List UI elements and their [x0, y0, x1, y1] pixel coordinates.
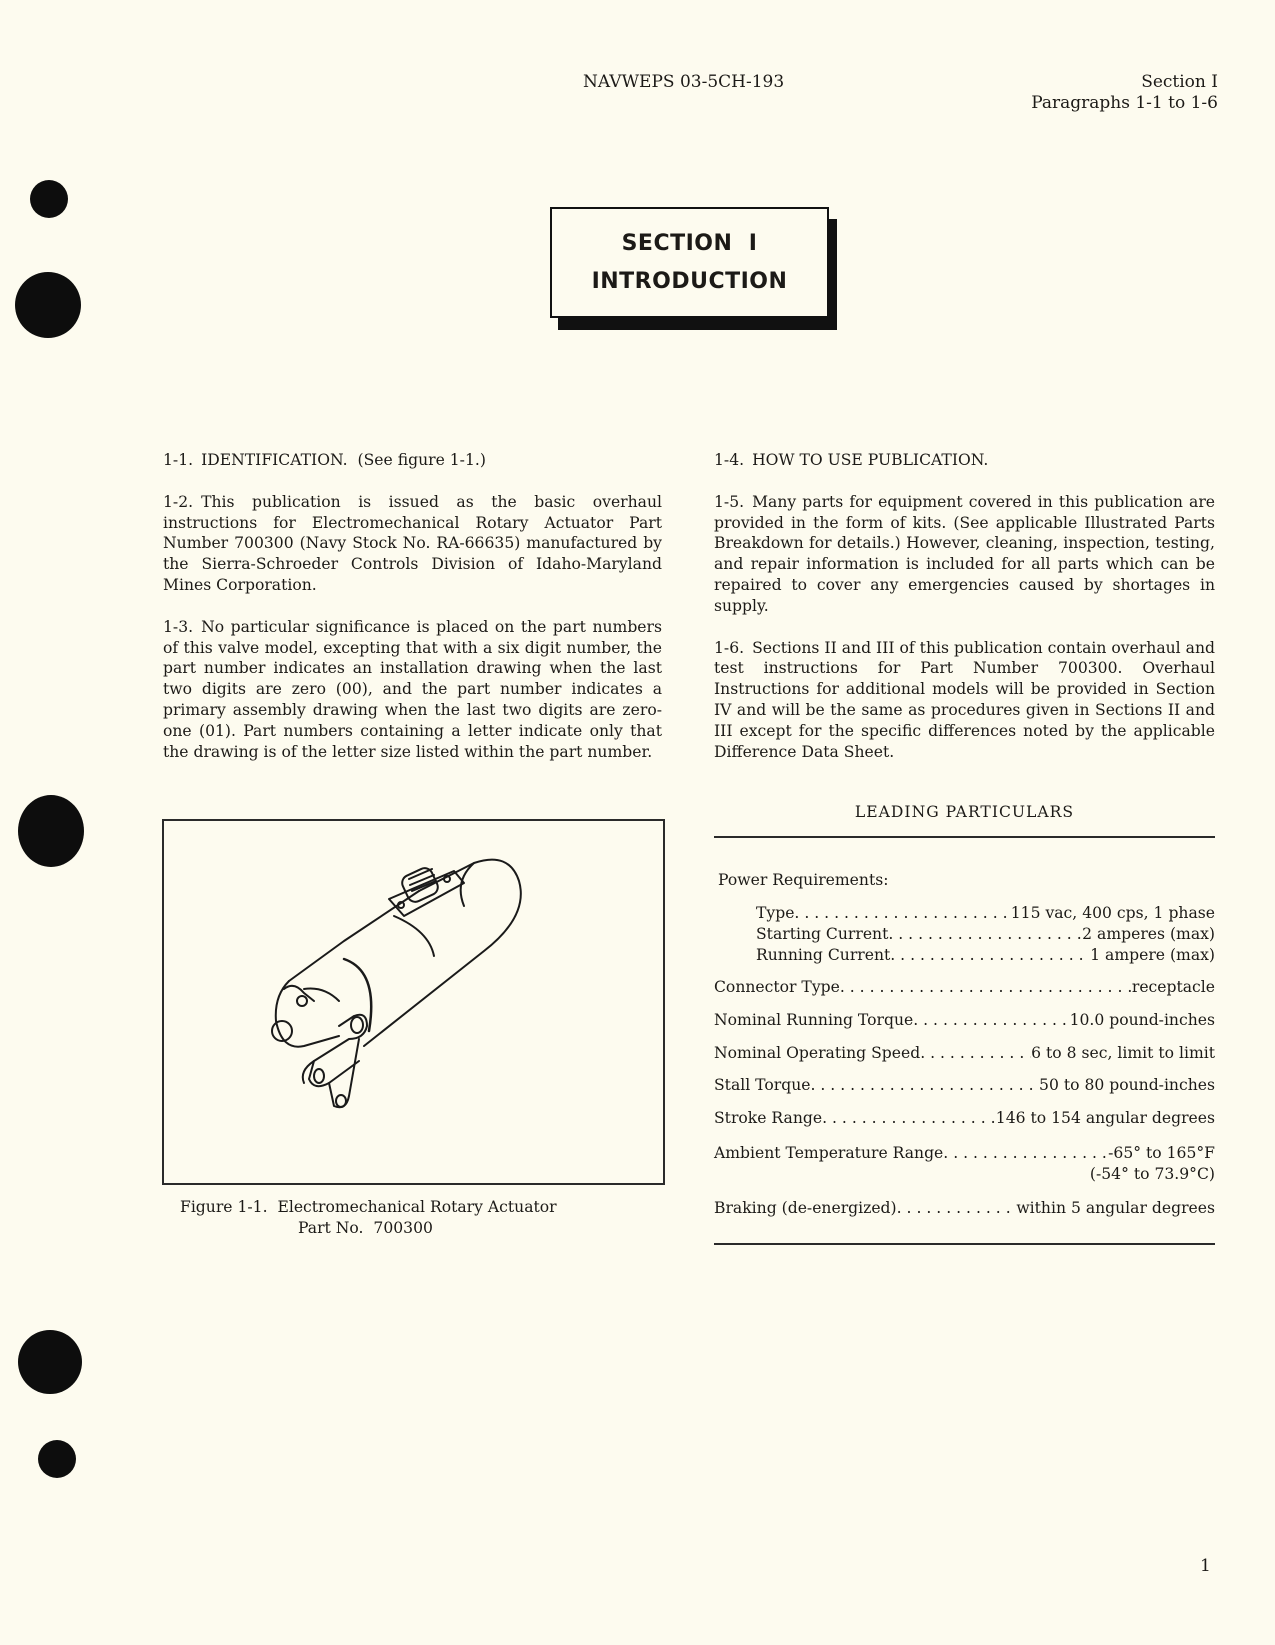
paragraph-text: This publication is issued as the basic overhaul instructions for Electromechanical Rotary Actuator Part Number 700300 (Navy Stock No. RA-66635) manufactured by the Sierra-Schroeder Controls Division of Idaho-Maryland Mines Corporation.: [163, 492, 662, 594]
paragraph-1-4: [714, 450, 1215, 471]
spec-label: Stall Torque: [714, 1076, 811, 1094]
spec-running-current: [714, 945, 1215, 966]
paragraph-number: 1-2.: [163, 492, 194, 511]
section-label: Section I: [1141, 72, 1218, 92]
leader-dots: [920, 1043, 1031, 1064]
spec-ambient-temperature-range: [714, 1143, 1215, 1185]
leader-dots: [810, 1075, 1039, 1096]
spec-value: receptacle: [1131, 978, 1215, 996]
binder-hole: [30, 180, 68, 218]
running-header-right: [1031, 72, 1218, 114]
leader-dots: [890, 945, 1090, 966]
document-number: NAVWEPS 03-5CH-193: [583, 72, 785, 92]
spec-braking: [714, 1198, 1215, 1219]
spec-label: Type: [756, 904, 795, 922]
figure-caption-line-1: Figure 1-1. Electromechanical Rotary Actuator: [180, 1198, 557, 1216]
figure-caption: [180, 1197, 660, 1239]
spec-label: Ambient Temperature Range: [714, 1144, 944, 1162]
binder-hole: [18, 1330, 82, 1394]
paragraph-number: 1-1.: [163, 451, 194, 469]
spec-nominal-running-torque: [714, 1010, 1215, 1031]
power-requirements-label: Power Requirements:: [718, 871, 889, 889]
paragraph-text: No particular significance is placed on the part numbers of this valve model, excepting that with a six digit number, the part number indicates an installation drawing when the last two digits are zero (00), and the part number indicates a primary assembly drawing when the last two digits are zero-one (01). Part numbers containing a letter indicate only that the drawing is of the letter size listed within the part number.: [163, 617, 662, 761]
leader-dots: [943, 1143, 1108, 1164]
spec-label: Braking (de-energized): [714, 1199, 897, 1217]
paragraph-number: 1-5.: [714, 492, 745, 511]
spec-label: Nominal Running Torque: [714, 1011, 914, 1029]
paragraph-text: Many parts for equipment covered in this publication are provided in the form of kits. (See applicable Illustrated Parts Breakdown for details.) However, cleaning, inspection, testing, and repair information is included for all parts which can be repaired to cover any emergencies caused by shortages in supply.: [714, 492, 1215, 615]
page-number: 1: [1200, 1556, 1211, 1576]
paragraph-text: Sections II and III of this publication contain overhaul and test instructions for Part Number 700300. Overhaul Instructions for additional models will be provided in Section IV and will be the same as procedures given in Sections II and III except for the specific differences noted by the applicable Difference Data Sheet.: [714, 638, 1215, 761]
leader-dots: [840, 977, 1132, 998]
binder-hole: [38, 1440, 76, 1478]
spec-label: Connector Type: [714, 978, 840, 996]
paragraph-number: 1-6.: [714, 638, 745, 657]
paragraph-range: Paragraphs 1-1 to 1-6: [1031, 93, 1218, 113]
paragraph-text: HOW TO USE PUBLICATION.: [752, 451, 989, 469]
top-rule: [714, 836, 1215, 838]
right-column: [714, 450, 1215, 783]
paragraph-number: 1-3.: [163, 617, 194, 636]
figure-1-1-frame: [162, 819, 665, 1185]
spec-stroke-range: [714, 1108, 1215, 1129]
paragraph-1-6: [714, 638, 1215, 763]
spec-value: 146 to 154 angular degrees: [995, 1109, 1215, 1127]
leading-particulars-title: LEADING PARTICULARS: [854, 803, 1075, 821]
spec-sub-value: (-54° to 73.9°C): [1089, 1165, 1215, 1183]
section-title: INTRODUCTION: [591, 268, 788, 294]
section-number: SECTION I: [621, 230, 758, 256]
spec-label: Stroke Range: [714, 1109, 823, 1127]
spec-type: [714, 903, 1215, 924]
spec-value: 115 vac, 400 cps, 1 phase: [1010, 904, 1215, 922]
spec-value: 1 ampere (max): [1090, 946, 1215, 964]
spec-value: 50 to 80 pound-inches: [1039, 1076, 1215, 1094]
paragraph-number: 1-4.: [714, 451, 745, 469]
spec-starting-current: [714, 924, 1215, 945]
left-column: [163, 450, 662, 783]
spec-nominal-operating-speed: [714, 1043, 1215, 1064]
paragraph-1-2: [163, 492, 662, 596]
figure-caption-line-2: Part No. 700300: [298, 1219, 433, 1237]
leader-dots: [822, 1108, 996, 1129]
actuator-illustration: [164, 821, 663, 1183]
binder-hole: [18, 795, 84, 867]
spec-stall-torque: [714, 1075, 1215, 1096]
spec-value: 10.0 pound-inches: [1069, 1011, 1215, 1029]
spec-value: within 5 angular degrees: [1016, 1199, 1215, 1217]
spec-value: 2 amperes (max): [1082, 925, 1215, 943]
binder-hole: [15, 272, 81, 338]
leader-dots: [913, 1010, 1069, 1031]
spec-label: Running Current: [756, 946, 891, 964]
paragraph-text: IDENTIFICATION. (See figure 1-1.): [201, 451, 486, 469]
spec-label: Nominal Operating Speed: [714, 1044, 921, 1062]
spec-value: -65° to 165°F: [1108, 1144, 1215, 1162]
leader-dots: [897, 1198, 1017, 1219]
leader-dots: [794, 903, 1010, 924]
paragraph-1-3: [163, 617, 662, 763]
leader-dots: [888, 924, 1082, 945]
spec-connector-type: [714, 977, 1215, 998]
paragraph-1-1: [163, 450, 662, 471]
bottom-rule: [714, 1243, 1215, 1245]
spec-label: Starting Current: [756, 925, 889, 943]
section-title-box: [550, 207, 829, 318]
spec-value: 6 to 8 sec, limit to limit: [1031, 1044, 1215, 1062]
paragraph-1-5: [714, 492, 1215, 617]
